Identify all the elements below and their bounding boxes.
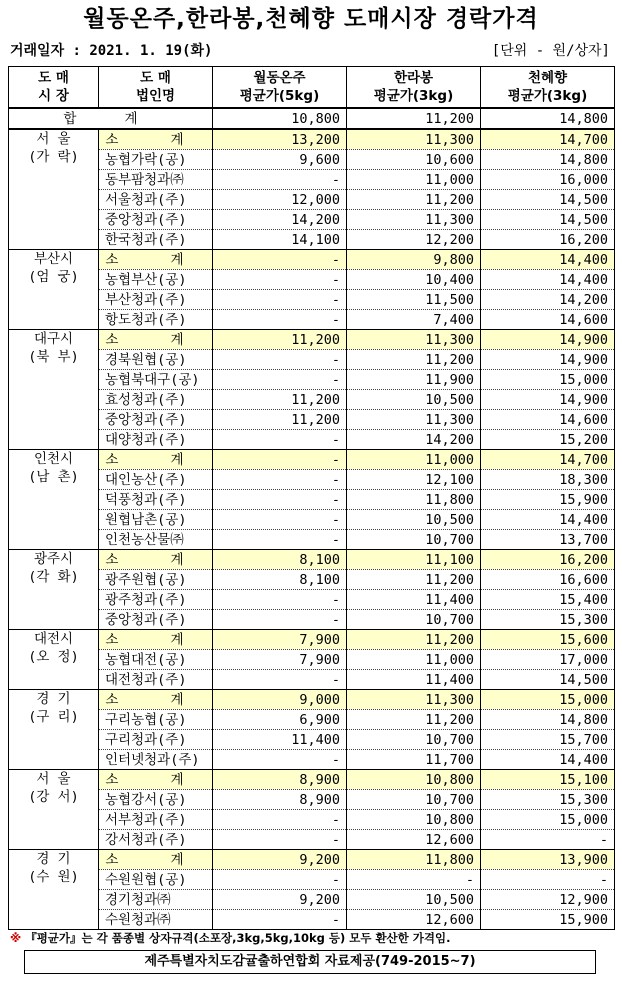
price-cell: 15,100: [481, 770, 615, 790]
table-row: [9, 750, 615, 770]
price-cell: 14,900: [481, 390, 615, 410]
source-box: 제주특별자치도감귤출하연합회 자료제공(749-2015~7): [24, 950, 596, 974]
price-cell: 7,900: [213, 630, 347, 650]
company-name: 소 계: [99, 850, 213, 870]
price-cell: 8,900: [213, 790, 347, 810]
price-cell: 12,600: [347, 830, 481, 850]
company-name: 소 계: [99, 129, 213, 150]
subtotal-row: [9, 770, 615, 790]
price-cell: -: [213, 270, 347, 290]
price-cell: -: [213, 750, 347, 770]
price-cell: -: [213, 370, 347, 390]
price-cell: 11,200: [213, 390, 347, 410]
price-cell: 10,800: [347, 810, 481, 830]
price-cell: 12,000: [213, 190, 347, 210]
note-text: 『평균가』는 각 품종별 상자규격(소포장,3kg,5kg,10kg 등) 모두 환산한 가격임.: [25, 931, 451, 945]
price-cell: 11,500: [347, 290, 481, 310]
company-name: 소 계: [99, 630, 213, 650]
price-cell: -: [213, 450, 347, 470]
price-cell: 14,800: [481, 150, 615, 170]
table-row: [9, 350, 615, 370]
market-name-line: 광주시: [33, 551, 74, 567]
price-cell: 12,100: [347, 470, 481, 490]
table-row: [9, 890, 615, 910]
table-row: [9, 390, 615, 410]
price-cell: -: [213, 510, 347, 530]
price-cell: 11,700: [347, 750, 481, 770]
info-row: [10, 40, 610, 62]
price-cell: 10,700: [347, 730, 481, 750]
table-row: [9, 730, 615, 750]
price-cell: 11,400: [347, 670, 481, 690]
market-name-line: 부산시: [33, 251, 74, 267]
company-name: 덕풍청과(주): [99, 490, 213, 510]
price-cell: -: [213, 590, 347, 610]
table-row: [9, 670, 615, 690]
price-cell: 7,900: [213, 650, 347, 670]
market-name-line: (오 정): [28, 649, 79, 665]
price-cell: 10,800: [347, 770, 481, 790]
subtotal-row: [9, 250, 615, 270]
company-name: 대양청과(주): [99, 430, 213, 450]
company-name: 서부청과(주): [99, 810, 213, 830]
market-name-line: 대구시: [33, 331, 74, 347]
price-cell: 15,000: [481, 370, 615, 390]
price-cell: 13,200: [213, 129, 347, 150]
price-cell: -: [213, 670, 347, 690]
company-name: 서울청과(주): [99, 190, 213, 210]
table-row: [9, 210, 615, 230]
price-cell: 16,000: [481, 170, 615, 190]
market-name-line: (엄 궁): [28, 269, 79, 285]
table-row: [9, 310, 615, 330]
table-row: [9, 170, 615, 190]
price-cell: 14,500: [481, 210, 615, 230]
price-cell: 8,100: [213, 570, 347, 590]
price-cell: 11,200: [213, 330, 347, 350]
price-cell: 12,200: [347, 230, 481, 250]
price-cell: 15,200: [481, 430, 615, 450]
price-cell: 6,900: [213, 710, 347, 730]
price-cell: 11,300: [347, 210, 481, 230]
price-cell: 11,300: [347, 330, 481, 350]
price-cell: -: [213, 910, 347, 930]
price-cell: 10,500: [347, 390, 481, 410]
company-name: 강서청과(주): [99, 830, 213, 850]
price-cell: 14,800: [481, 710, 615, 730]
market-name-line: (구 리): [28, 709, 79, 725]
company-name: 농협가락(공): [99, 150, 213, 170]
price-cell: -: [213, 490, 347, 510]
price-cell: 11,000: [347, 650, 481, 670]
market-name: [9, 250, 99, 330]
company-name: 농협대전(공): [99, 650, 213, 670]
subtotal-row: [9, 129, 615, 150]
company-name: 소 계: [99, 550, 213, 570]
market-name-line: (북 부): [28, 349, 79, 365]
subtotal-row: [9, 330, 615, 350]
price-cell: 14,900: [481, 330, 615, 350]
company-name: 구리청과(주): [99, 730, 213, 750]
unit-label: [단위 - 원/상자]: [491, 43, 610, 59]
price-cell: 14,200: [347, 430, 481, 450]
market-name: [9, 850, 99, 930]
price-cell: 11,300: [347, 690, 481, 710]
market-name: [9, 450, 99, 550]
market-name-line: (각 화): [28, 569, 79, 585]
price-cell: 14,400: [481, 510, 615, 530]
company-name: 중앙청과(주): [99, 610, 213, 630]
company-name: 소 계: [99, 250, 213, 270]
price-cell: 11,200: [347, 570, 481, 590]
market-name-line: 인천시: [33, 451, 74, 467]
price-cell: 11,400: [347, 590, 481, 610]
company-name: 경기청과㈜: [99, 890, 213, 910]
total-value-3: 14,800: [481, 108, 615, 129]
price-cell: 15,600: [481, 630, 615, 650]
price-cell: 9,800: [347, 250, 481, 270]
table-row: [9, 190, 615, 210]
market-name-line: (수 원): [28, 869, 79, 885]
total-value-2: 11,200: [347, 108, 481, 129]
price-cell: -: [213, 310, 347, 330]
price-cell: 8,900: [213, 770, 347, 790]
company-name: 원협남촌(공): [99, 510, 213, 530]
price-cell: 9,200: [213, 890, 347, 910]
price-cell: -: [213, 470, 347, 490]
table-row: [9, 590, 615, 610]
price-cell: -: [481, 870, 615, 890]
price-cell: 11,400: [213, 730, 347, 750]
price-cell: 11,200: [347, 350, 481, 370]
price-cell: 14,600: [481, 310, 615, 330]
company-name: 광주원협(공): [99, 570, 213, 590]
price-cell: 16,600: [481, 570, 615, 590]
market-name: [9, 770, 99, 850]
table-row: [9, 870, 615, 890]
market-name: [9, 330, 99, 450]
table-row: [9, 470, 615, 490]
table-row: [9, 790, 615, 810]
price-cell: 12,600: [347, 910, 481, 930]
company-name: 구리농협(공): [99, 710, 213, 730]
total-row: [9, 108, 615, 129]
price-cell: 11,200: [213, 410, 347, 430]
company-name: 대전청과(주): [99, 670, 213, 690]
market-name: [9, 690, 99, 770]
table-row: [9, 370, 615, 390]
price-cell: 14,400: [481, 750, 615, 770]
company-name: 농협북대구(공): [99, 370, 213, 390]
company-name: 소 계: [99, 770, 213, 790]
company-name: 항도청과(주): [99, 310, 213, 330]
price-cell: -: [481, 830, 615, 850]
company-name: 소 계: [99, 330, 213, 350]
table-row: [9, 430, 615, 450]
price-cell: 15,300: [481, 790, 615, 810]
price-cell: 11,800: [347, 850, 481, 870]
price-cell: -: [213, 530, 347, 550]
table-row: [9, 270, 615, 290]
price-cell: 14,700: [481, 129, 615, 150]
price-cell: 15,400: [481, 590, 615, 610]
company-name: 한국청과(주): [99, 230, 213, 250]
table-header-row: [9, 67, 615, 109]
price-cell: 14,200: [481, 290, 615, 310]
price-cell: 11,800: [347, 490, 481, 510]
price-cell: -: [213, 250, 347, 270]
header-market: 도 매 시 장: [9, 67, 99, 109]
company-name: 수원원협(공): [99, 870, 213, 890]
price-table: [8, 66, 615, 930]
table-row: [9, 150, 615, 170]
market-name-line: 경 기: [36, 691, 71, 707]
price-cell: 11,200: [347, 710, 481, 730]
company-name: 인터넷청과(주): [99, 750, 213, 770]
company-name: 소 계: [99, 450, 213, 470]
price-cell: 15,000: [481, 810, 615, 830]
header-col2: 한라봉 평균가(3kg): [347, 67, 481, 109]
header-col3: 천혜향 평균가(3kg): [481, 67, 615, 109]
price-cell: -: [347, 870, 481, 890]
market-name-line: 서 울: [36, 131, 71, 147]
price-cell: 14,500: [481, 190, 615, 210]
price-cell: 14,100: [213, 230, 347, 250]
price-cell: 9,000: [213, 690, 347, 710]
company-name: 소 계: [99, 690, 213, 710]
price-cell: 14,200: [213, 210, 347, 230]
price-cell: 14,900: [481, 350, 615, 370]
price-cell: 11,100: [347, 550, 481, 570]
market-name-line: 대전시: [33, 631, 74, 647]
market-name-line: (강 서): [28, 789, 79, 805]
price-cell: 10,700: [347, 530, 481, 550]
price-cell: 11,000: [347, 450, 481, 470]
table-row: [9, 710, 615, 730]
price-cell: 15,900: [481, 490, 615, 510]
company-name: 부산청과(주): [99, 290, 213, 310]
price-cell: 14,400: [481, 250, 615, 270]
price-cell: -: [213, 870, 347, 890]
price-cell: 17,000: [481, 650, 615, 670]
price-cell: -: [213, 350, 347, 370]
total-label: 합 계: [9, 108, 213, 129]
price-cell: 11,300: [347, 410, 481, 430]
header-company: 도 매 법인명: [99, 67, 213, 109]
table-row: [9, 910, 615, 930]
company-name: 농협부산(공): [99, 270, 213, 290]
table-row: [9, 650, 615, 670]
market-name-line: 경 기: [36, 851, 71, 867]
table-row: [9, 570, 615, 590]
price-cell: -: [213, 610, 347, 630]
price-cell: -: [213, 810, 347, 830]
company-name: 농협강서(공): [99, 790, 213, 810]
table-row: [9, 510, 615, 530]
price-cell: -: [213, 430, 347, 450]
company-name: 광주청과(주): [99, 590, 213, 610]
market-name: [9, 129, 99, 250]
page-title: 월동온주,한라봉,천혜향 도매시장 경락가격: [83, 6, 539, 32]
price-cell: 10,700: [347, 610, 481, 630]
price-cell: 11,900: [347, 370, 481, 390]
note-mark: ※: [10, 931, 22, 945]
price-cell: 15,300: [481, 610, 615, 630]
table-row: [9, 230, 615, 250]
table-row: [9, 410, 615, 430]
company-name: 동부팜청과㈜: [99, 170, 213, 190]
market-name-line: 서 울: [36, 771, 71, 787]
price-cell: 12,900: [481, 890, 615, 910]
price-cell: 13,900: [481, 850, 615, 870]
price-cell: 11,000: [347, 170, 481, 190]
company-name: 인천농산물㈜: [99, 530, 213, 550]
table-row: [9, 610, 615, 630]
price-cell: 13,700: [481, 530, 615, 550]
price-cell: 15,900: [481, 910, 615, 930]
price-cell: 10,500: [347, 510, 481, 530]
subtotal-row: [9, 550, 615, 570]
table-row: [9, 810, 615, 830]
price-cell: 10,600: [347, 150, 481, 170]
price-cell: -: [213, 170, 347, 190]
price-cell: 16,200: [481, 230, 615, 250]
price-cell: 15,700: [481, 730, 615, 750]
trade-date: 거래일자 : 2021. 1. 19(화): [10, 43, 213, 59]
subtotal-row: [9, 850, 615, 870]
subtotal-row: [9, 450, 615, 470]
price-cell: 9,600: [213, 150, 347, 170]
price-cell: 7,400: [347, 310, 481, 330]
price-cell: -: [213, 290, 347, 310]
total-value-1: 10,800: [213, 108, 347, 129]
price-cell: 10,700: [347, 790, 481, 810]
table-row: [9, 290, 615, 310]
header-col1: 월동온주 평균가(5kg): [213, 67, 347, 109]
table-row: [9, 530, 615, 550]
price-cell: 14,600: [481, 410, 615, 430]
price-cell: 18,300: [481, 470, 615, 490]
price-cell: 14,700: [481, 450, 615, 470]
company-name: 효성청과(주): [99, 390, 213, 410]
company-name: 경북원협(공): [99, 350, 213, 370]
market-name: [9, 630, 99, 690]
price-cell: 11,200: [347, 190, 481, 210]
company-name: 수원청과㈜: [99, 910, 213, 930]
price-cell: 8,100: [213, 550, 347, 570]
price-cell: 11,300: [347, 129, 481, 150]
subtotal-row: [9, 690, 615, 710]
company-name: 대인농산(주): [99, 470, 213, 490]
market-name: [9, 550, 99, 630]
price-cell: 15,000: [481, 690, 615, 710]
market-name-line: (가 락): [28, 149, 79, 165]
price-cell: 16,200: [481, 550, 615, 570]
footnote: [10, 930, 620, 946]
price-cell: 14,400: [481, 270, 615, 290]
price-cell: 14,500: [481, 670, 615, 690]
price-cell: 10,400: [347, 270, 481, 290]
company-name: 중앙청과(주): [99, 410, 213, 430]
price-cell: 10,500: [347, 890, 481, 910]
price-cell: -: [213, 830, 347, 850]
table-row: [9, 830, 615, 850]
market-name-line: (남 촌): [28, 469, 79, 485]
table-row: [9, 490, 615, 510]
price-cell: 11,200: [347, 630, 481, 650]
company-name: 중앙청과(주): [99, 210, 213, 230]
price-cell: 9,200: [213, 850, 347, 870]
subtotal-row: [9, 630, 615, 650]
